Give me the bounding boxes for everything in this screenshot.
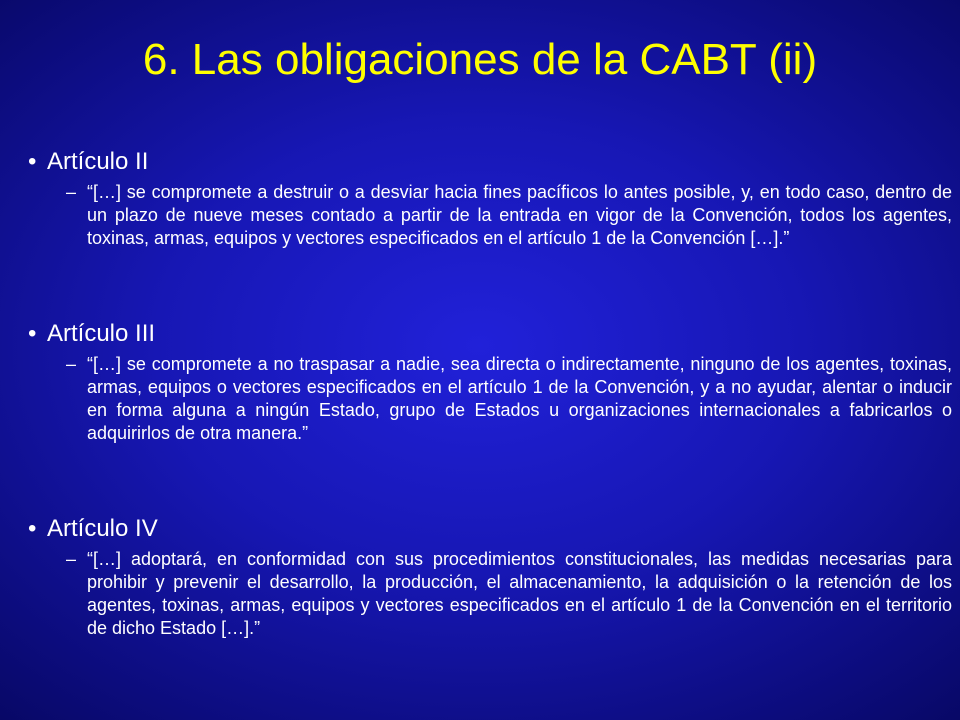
dash-icon: – — [66, 354, 77, 374]
bullet-item — [0, 319, 960, 353]
dash-icon: – — [66, 182, 77, 202]
dash-icon: – — [66, 549, 77, 569]
article-section — [0, 147, 960, 250]
bullet-icon: • — [28, 515, 37, 542]
bullet-icon: • — [28, 148, 37, 175]
sub-bullet-item — [0, 353, 960, 445]
sub-bullet-item — [0, 181, 960, 250]
slide-title: 6. Las obligaciones de la CABT (ii) — [142, 35, 818, 84]
sub-bullet-item — [0, 548, 960, 640]
article-section — [0, 319, 960, 445]
article-heading: Artículo IV — [47, 515, 158, 542]
article-quote: “[…] adoptará, en conformidad con sus procedimientos constitucionales, las medidas necesarias para prohibir y prevenir el desarrollo, la producción, el almacenamiento, la adquisición o la retención de los agentes, toxinas, armas, equipos y vectores especificados en el artículo 1 de la Convención en el territorio de dicho Estado […].” — [87, 549, 952, 638]
bullet-item — [0, 514, 960, 548]
bullet-icon: • — [28, 320, 37, 347]
article-heading: Artículo II — [47, 148, 149, 175]
article-quote: “[…] se compromete a destruir o a desviar hacia fines pacíficos lo antes posible, y, en todo caso, dentro de un plazo de nueve meses contado a partir de la entrada en vigor de la Convención, todos los agentes, toxinas, armas, equipos y vectores especificados en el artículo 1 de la Convención […].” — [87, 182, 952, 248]
article-heading: Artículo III — [47, 320, 156, 347]
bullet-item — [0, 147, 960, 181]
article-section — [0, 514, 960, 640]
article-quote: “[…] se compromete a no traspasar a nadie, sea directa o indirectamente, ninguno de los agentes, toxinas, armas, equipos o vectores especificados en el artículo 1 de la Convención, y a no ayudar, alentar o inducir en forma alguna a ningún Estado, grupo de Estados u organizaciones internacionales a fabricarlos o adquirirlos de otra manera.” — [87, 354, 952, 443]
